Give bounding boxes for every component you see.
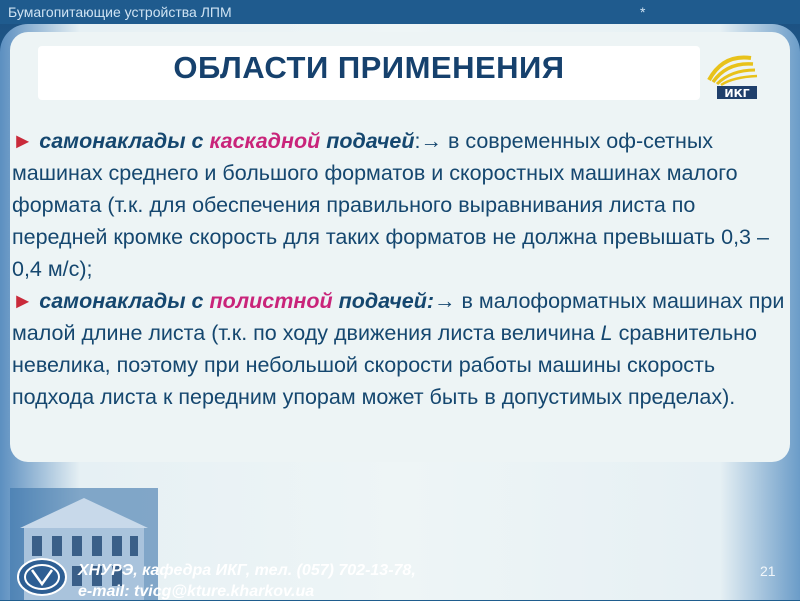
p2-emphasis: полистной	[209, 289, 333, 313]
header-title: Бумагопитающие устройства ЛПМ	[8, 4, 232, 20]
slide-title: ОБЛАСТИ ПРИМЕНЕНИЯ	[173, 50, 565, 85]
p2-lead: самонаклады с полистной подачей:	[39, 289, 435, 313]
p2-text-a: → в малоформатных машинах при малой длине листа (т.к. по ходу движения листа величина	[12, 289, 785, 345]
variable-l: L	[600, 321, 613, 345]
p1-lead: самонаклады с каскадной подачей	[39, 129, 415, 153]
ikg-logo-icon	[703, 50, 765, 100]
bullet-marker: ►	[12, 129, 34, 153]
slide-body	[12, 125, 788, 413]
footer-email-line: e-mail: tvicg@kture.kharkov.ua	[78, 583, 315, 600]
paragraph-2	[12, 289, 784, 409]
khnure-logo-icon	[14, 556, 72, 598]
p1-emphasis: каскадной	[209, 129, 321, 153]
p1-text: :→ в современных оф-сетных машинах среднего и большого форматов и скоростных машинах малого формата (т.к. для обеспечения правильного выравнивания листа по передней кромке скорость для таких форматов не должна превышать 0,3 – 0,4 м/с);	[12, 129, 769, 281]
page-number: 21	[760, 563, 776, 579]
header-star: *	[640, 4, 646, 20]
paragraph-1	[12, 129, 769, 281]
footer-contact-line: ХНУРЭ, кафедра ИКГ, тел. (057) 702-13-78,	[78, 562, 416, 579]
bullet-marker: ►	[12, 289, 34, 313]
p2-text-b: сравнительно невелика, поэтому при небольшой скорости работы машины скорость подхода листа к передним упорам может быть в допустимых пределах).	[12, 321, 757, 409]
logo-text: ИКГ	[724, 87, 750, 100]
